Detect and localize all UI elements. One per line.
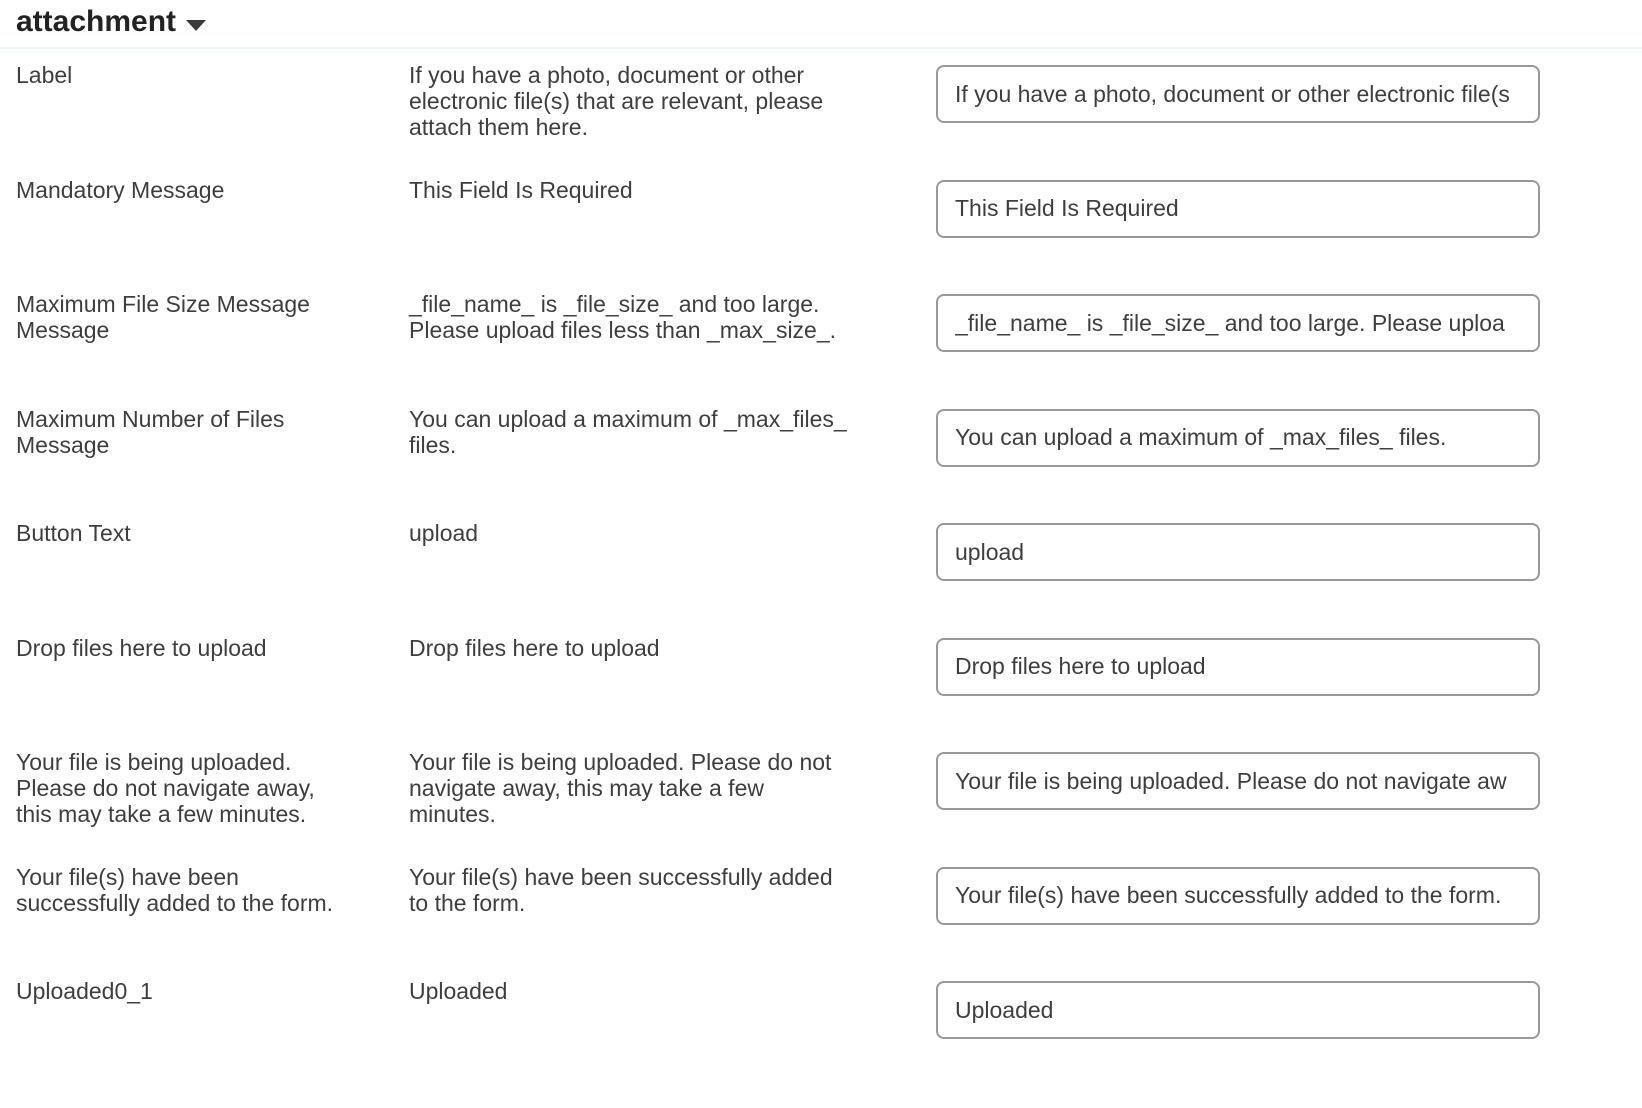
default-text: upload [409, 520, 479, 546]
input-cell [936, 177, 1540, 238]
input-cell [936, 62, 1540, 123]
translation-row [16, 635, 1540, 750]
field-label: Label [16, 62, 73, 88]
input-cell [936, 406, 1540, 467]
translation-row [16, 749, 1540, 864]
translation-row [16, 406, 1540, 521]
default-text: Uploaded [409, 978, 508, 1004]
field-label: Your file is being uploaded. Please do not navigate away, this may take a few minutes. [16, 749, 315, 827]
translation-input[interactable] [936, 752, 1540, 810]
field-label: Uploaded0_1 [16, 978, 153, 1004]
chevron-down-icon [186, 20, 206, 31]
translation-input[interactable] [936, 65, 1540, 123]
default-text: If you have a photo, document or other electronic file(s) that are relevant, please attach them here. [409, 62, 824, 140]
default-text: Your file(s) have been successfully added to the form. [409, 863, 833, 916]
default-text: You can upload a maximum of _max_files_ files. [409, 405, 847, 458]
translation-row [16, 62, 1540, 177]
default-text: This Field Is Required [409, 176, 633, 203]
field-label: Maximum File Size Message Message [16, 291, 310, 343]
translation-row [16, 864, 1540, 979]
translation-row [16, 978, 1540, 1093]
section-header-toggle[interactable] [0, 0, 1642, 47]
input-cell [936, 520, 1540, 581]
translation-row [16, 291, 1540, 406]
input-cell [936, 749, 1540, 810]
default-text: Your file is being uploaded. Please do not navigate away, this may take a few minutes. [409, 749, 832, 827]
translation-input[interactable] [936, 523, 1540, 581]
section-title: attachment [16, 5, 177, 38]
input-cell [936, 291, 1540, 352]
translation-rows [0, 49, 1642, 1093]
translation-row [16, 177, 1540, 292]
input-cell [936, 978, 1540, 1039]
field-label: Your file(s) have been successfully added to the form. [16, 863, 334, 916]
translation-input[interactable] [936, 867, 1540, 925]
default-text: _file_name_ is _file_size_ and too large. Please upload files less than _max_size_. [409, 291, 837, 343]
translation-input[interactable] [936, 409, 1540, 467]
field-label: Maximum Number of Files Message [16, 405, 285, 458]
input-cell [936, 635, 1540, 696]
default-text: Drop files here to upload [409, 634, 660, 661]
translation-input[interactable] [936, 294, 1540, 352]
field-label: Drop files here to upload [16, 634, 267, 661]
input-cell [936, 864, 1540, 925]
translation-input[interactable] [936, 981, 1540, 1039]
translation-input[interactable] [936, 180, 1540, 238]
field-label: Button Text [16, 520, 131, 546]
translation-row [16, 520, 1540, 635]
translation-input[interactable] [936, 638, 1540, 696]
field-label: Mandatory Message [16, 176, 225, 203]
